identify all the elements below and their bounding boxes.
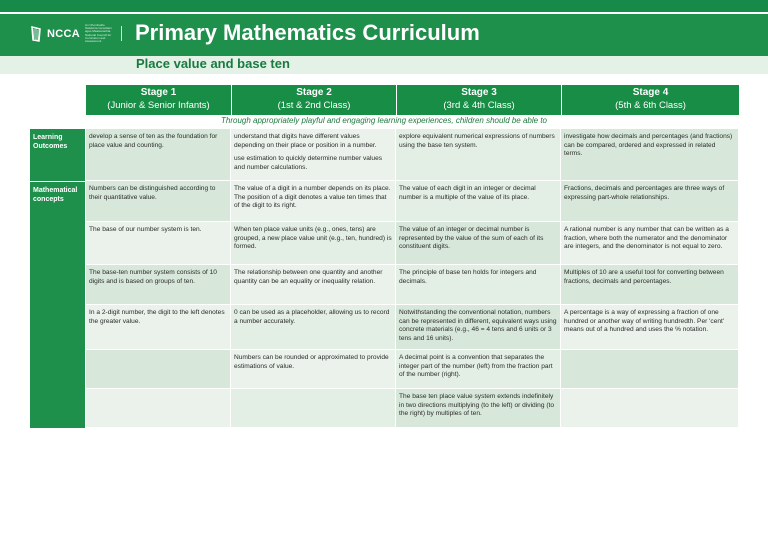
concept-cell: The principle of base ten holds for integers and decimals. [395,265,560,305]
concept-cell: The base of our number system is ten. [85,222,230,265]
concept-cell: Notwithstanding the conventional notation, numbers can be represented in different, equivalent ways using concrete materials (e.g., 46 = 4 tens and 6 units or 3 tens and 16 units). [395,305,560,350]
stage-header-row [30,85,738,115]
row-label-mathematical-concepts: Mathematical concepts [30,181,85,428]
concept-rows [85,181,738,428]
concept-cell [560,389,738,428]
outcome-cell-stage-2 [230,129,395,181]
learning-outcomes-row [30,129,738,181]
concept-row [85,181,738,222]
stage-name: Stage 1 [140,87,177,98]
concept-cell: A percentage is a way of expressing a fraction of one hundred or another way of writing hundredth. Per 'cent' means out of a hundred and uses the % notation. [560,305,738,350]
harp-icon [30,26,42,42]
top-stripe [0,0,768,12]
ncca-logo [30,24,125,43]
stage-classes: (5th & 6th Class) [615,100,686,111]
page-title: Primary Mathematics Curriculum [135,20,480,45]
stage-1-header [85,85,231,115]
concept-row [85,350,738,389]
stage-name: Stage 2 [296,87,332,98]
outcome-text: explore equivalent numerical expressions of numbers using the base ten system. [399,133,555,149]
concept-cell: The relationship between one quantity and another quantity can be an equality or inequality relation. [230,265,395,305]
concept-row [85,265,738,305]
table-corner [30,85,85,115]
stage-4-header [561,85,739,115]
concept-cell [85,389,230,428]
outcome-cell-stage-3 [395,129,560,181]
outcome-text: develop a sense of ten as the foundation for place value and counting. [89,133,218,149]
concept-cell: The value of an integer or decimal number is represented by the value of the sum of each of its constituent digits. [395,222,560,265]
stage-classes: (3rd & 4th Class) [443,100,515,111]
concept-cell [560,350,738,389]
stage-classes: (1st & 2nd Class) [277,100,351,111]
concept-cell: 0 can be used as a placeholder, allowing us to record a number accurately. [230,305,395,350]
logo-subtext: An Chomhairle Náisiúnta Curaclaim agus Measúnachta National Council for Curriculum and Assessment [84,23,112,44]
stage-2-header [231,85,396,115]
concept-row [85,222,738,265]
stage-3-header [396,85,561,115]
stage-classes: (Junior & Senior Infants) [107,100,210,111]
page-subtitle: Place value and base ten [136,56,290,71]
concept-cell: The base-ten number system consists of 10 digits and is based on groups of ten. [85,265,230,305]
intro-statement: Through appropriately playful and engaging learning experiences, children should be able to [221,116,547,125]
concept-cell: Multiples of 10 are a useful tool for converting between fractions, decimals and percentages. [560,265,738,305]
concept-cell: Fractions, decimals and percentages are three ways of expressing part-whole relationships. [560,181,738,222]
curriculum-table [30,85,738,428]
logo-text: NCCA [47,27,80,40]
concept-cell [230,389,395,428]
concept-cell: The value of each digit in an integer or decimal number is a multiple of the value of its place. [395,181,560,222]
mathematical-concepts-block [30,181,738,428]
concept-cell: The value of a digit in a number depends on its place. The position of a digit denotes a value ten times that of the digit to its right. [230,181,395,222]
outcome-text: investigate how decimals and percentages (and fractions) can be compared, ordered and expressed in related terms. [564,133,733,158]
concept-cell: Numbers can be rounded or approximated to provide estimations of value. [230,350,395,389]
row-label-learning-outcomes: Learning Outcomes [30,129,85,181]
subheading-bar [0,56,768,74]
outcome-text: use estimation to quickly determine number values and number calculations. [234,155,383,171]
concept-cell: The base ten place value system extends indefinitely in two directions multiplying (to the left) or dividing (to the right) by multiples of ten. [395,389,560,428]
concept-cell: Numbers can be distinguished according to their quantitative value. [85,181,230,222]
stage-name: Stage 4 [632,87,669,98]
concept-cell: A decimal point is a convention that separates the integer part of the number (left) from the fraction part of the number (right). [395,350,560,389]
concept-cell: When ten place value units (e.g., ones, tens) are grouped, a new place value unit (e.g., ten, hundred) is formed. [230,222,395,265]
outcome-text: understand that digits have different values depending on their place or position in a number. [234,133,377,149]
logo-divider [121,26,122,41]
outcome-cell-stage-1 [85,129,230,181]
concept-cell: A rational number is any number that can be written as a fraction, where both the numerator and the denominator are integers, and the denominator is not equal to zero. [560,222,738,265]
stage-name: Stage 3 [461,87,497,98]
concept-row [85,389,738,428]
concept-row [85,305,738,350]
concept-cell: In a 2-digit number, the digit to the left denotes the greater value. [85,305,230,350]
outcome-cell-stage-4 [560,129,738,181]
concept-cell [85,350,230,389]
